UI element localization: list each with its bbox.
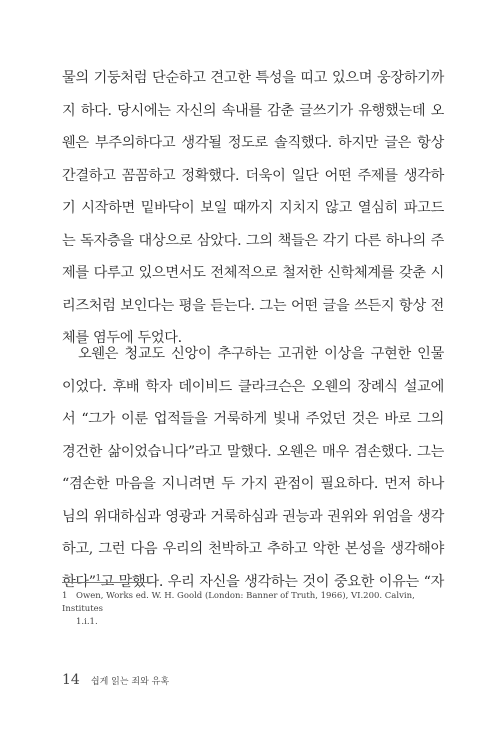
text-line: “겸손한 마음을 지니려면 두 가지 관점이 필요하다. 먼저 하나 bbox=[62, 476, 444, 492]
footnote-text-continued: 1.i.1. bbox=[76, 617, 98, 627]
text-line: 경건한 삶이었습니다”라고 말했다. 오웬은 매우 겸손했다. 그는 bbox=[62, 443, 444, 460]
footnote-text: Owen, Works ed. W. H. Goold (London: Banner of Truth, 1966), VI.200. Calvin, Institutes bbox=[62, 591, 415, 614]
text-line: 제를 다루고 있으면서도 전체적으로 철저한 신학체계를 갖춘 시 bbox=[62, 265, 444, 281]
paragraph-1 bbox=[62, 62, 444, 355]
page-number: 14 bbox=[62, 672, 80, 688]
footnote-divider bbox=[62, 582, 154, 583]
paragraph-2 bbox=[62, 338, 444, 598]
page-footer bbox=[62, 669, 169, 688]
footnote-number: 1 bbox=[62, 591, 68, 601]
footnote-reference[interactable]: 1 bbox=[95, 572, 101, 582]
text-line: 간결하고 꼼꼼하고 정확했다. 더욱이 일단 어떤 주제를 생각하 bbox=[62, 167, 444, 184]
text-line: 하고, 그런 다음 우리의 천박하고 추하고 악한 본성을 생각해야 bbox=[62, 541, 444, 557]
text-segment: 한다” bbox=[62, 573, 96, 590]
text-line: 서 “그가 이룬 업적들을 거룩하게 빛내 주었던 것은 바로 그의 bbox=[62, 411, 444, 427]
text-line: 기 시작하면 밑바닥이 보일 때까지 지치지 않고 열심히 파고드 bbox=[62, 200, 444, 216]
text-line: 는 독자층을 대상으로 삼았다. 그의 책들은 각기 다른 하나의 주 bbox=[62, 232, 444, 249]
text-line: 님의 위대하심과 영광과 거룩하심과 권능과 권위와 위엄을 생각 bbox=[62, 508, 444, 525]
text-segment: 고 말했다. 우리 자신을 생각하는 것이 중요한 이유는 “자 bbox=[100, 573, 444, 590]
text-line: 지 하다. 당시에는 자신의 속내를 감춘 글쓰기가 유행했는데 오 bbox=[62, 102, 444, 119]
text-line: 이었다. 후배 학자 데이비드 클라크슨은 오웬의 장례식 설교에 bbox=[62, 378, 444, 395]
text-line: 오웬은 청교도 신앙이 추구하는 고귀한 이상을 구현한 인물 bbox=[78, 346, 444, 362]
text-line: 체를 염두에 두었다. bbox=[62, 330, 182, 346]
text-line: 웬은 부주의하다고 생각될 정도로 솔직했다. 하지만 글은 항상 bbox=[62, 135, 444, 151]
text-line: 물의 기둥처럼 단순하고 견고한 특성을 띠고 있으며 웅장하기까 bbox=[62, 70, 444, 86]
running-book-title: 쉽게 읽는 죄와 유혹 bbox=[90, 677, 170, 687]
text-line: 리즈처럼 보인다는 평을 듣는다. 그는 어떤 글을 쓰든지 항상 전 bbox=[62, 297, 444, 314]
footnote bbox=[62, 590, 442, 629]
